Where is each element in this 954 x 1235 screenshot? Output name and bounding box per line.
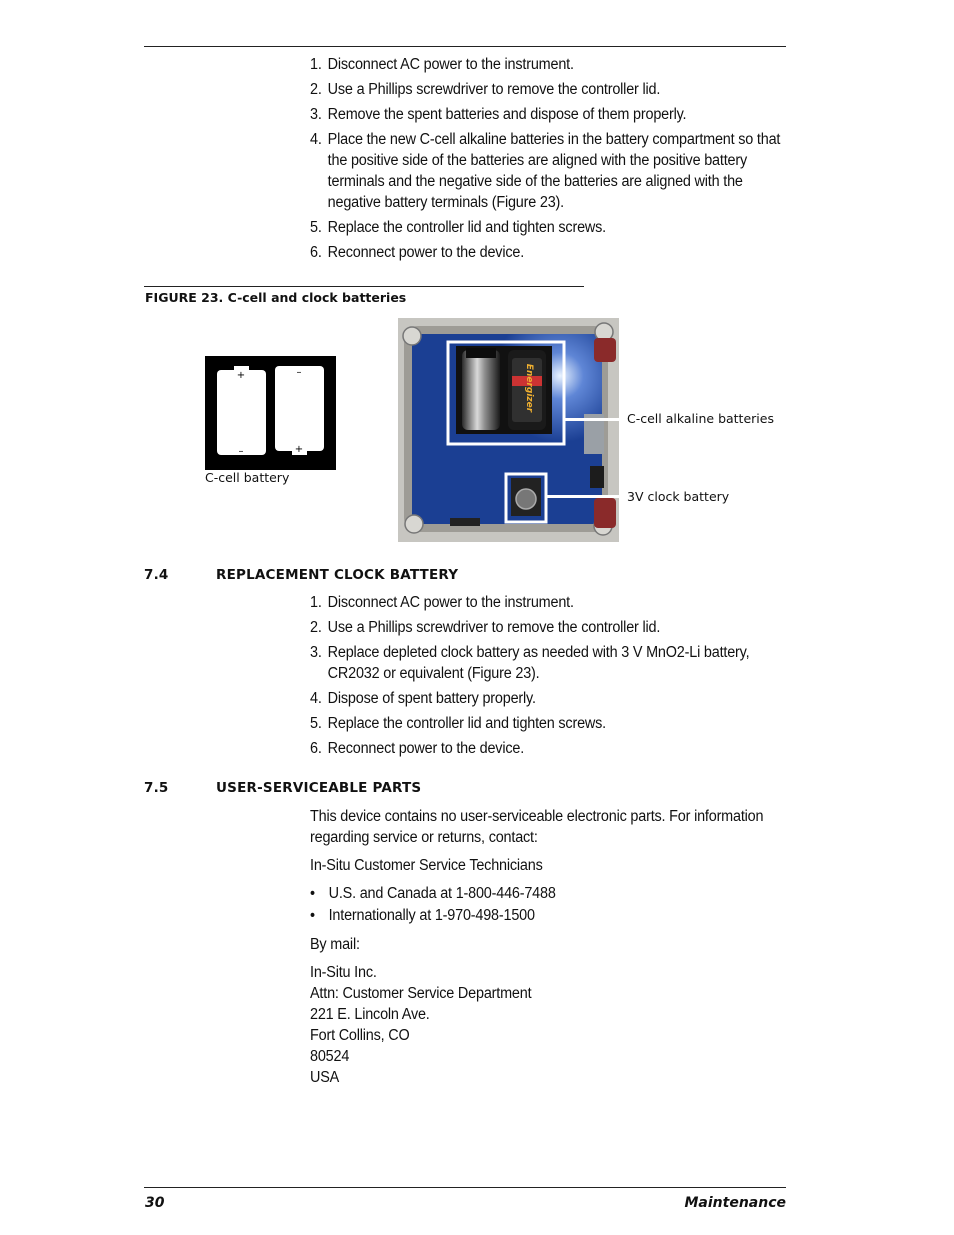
figure-caption: FIGURE 23. C-cell and clock batteries bbox=[145, 290, 407, 305]
address-line: Attn: Customer Service Department bbox=[310, 985, 532, 1002]
step-item bbox=[310, 688, 793, 709]
contact-bullet-item bbox=[310, 905, 794, 927]
clock-battery-label: 3V clock battery bbox=[627, 489, 730, 504]
contact-bullet-text: Internationally at 1-970-498-1500 bbox=[328, 907, 535, 924]
controller-photo-svg bbox=[398, 318, 619, 542]
ccell-battery-diagram bbox=[205, 356, 336, 470]
step-text: Reconnect power to the device. bbox=[327, 740, 525, 757]
figure-rule bbox=[144, 286, 584, 287]
step-text: Replace the controller lid and tighten screws. bbox=[327, 715, 606, 732]
step-text: Disconnect AC power to the instrument. bbox=[327, 56, 574, 73]
step-number: 6. bbox=[310, 740, 322, 757]
minus-sign-right: – bbox=[296, 367, 302, 378]
step-text: Use a Phillips screwdriver to remove the controller lid. bbox=[327, 81, 661, 98]
step-item bbox=[310, 617, 793, 638]
by-mail-label: By mail: bbox=[310, 936, 360, 953]
step-text: Reconnect power to the device. bbox=[327, 244, 525, 261]
contact-bullet-text: U.S. and Canada at 1-800-446-7488 bbox=[328, 885, 556, 902]
bullet-marker: • bbox=[310, 885, 315, 902]
step-text: Use a Phillips screwdriver to remove the controller lid. bbox=[327, 619, 661, 636]
step-item bbox=[310, 713, 793, 734]
step-text: Replace depleted clock battery as needed with 3 V MnO2-Li battery, CR2032 or equivalent (Figure 23). bbox=[327, 644, 750, 682]
page-number: 30 bbox=[145, 1195, 165, 1211]
ccell-battery-svg bbox=[205, 356, 336, 470]
step-item bbox=[310, 642, 793, 684]
step-text: Replace the controller lid and tighten screws. bbox=[327, 219, 606, 236]
footer-rule bbox=[144, 1187, 786, 1188]
bullet-marker: • bbox=[310, 907, 315, 924]
footer-section-name: Maintenance bbox=[684, 1195, 786, 1211]
step-item bbox=[310, 104, 793, 125]
step-number: 2. bbox=[310, 81, 322, 98]
plus-sign-right: + bbox=[294, 444, 304, 455]
step-number: 5. bbox=[310, 715, 322, 732]
contact-heading: In-Situ Customer Service Technicians bbox=[310, 857, 543, 874]
step-item bbox=[310, 738, 793, 759]
step-text: Place the new C-cell alkaline batteries in the battery compartment so that the positive side of the batteries are aligned with the positive battery terminals and the negative side of the batteries are aligned with the negative battery terminals (Figure 23). bbox=[327, 131, 781, 211]
plus-sign-left: + bbox=[236, 370, 246, 381]
header-rule bbox=[144, 46, 786, 47]
minus-sign-left: – bbox=[238, 446, 244, 457]
step-number: 1. bbox=[310, 56, 322, 73]
step-item bbox=[310, 54, 793, 75]
step-number: 6. bbox=[310, 244, 322, 261]
section-7-4-number: 7.4 bbox=[144, 567, 169, 583]
step-number: 4. bbox=[310, 131, 322, 148]
step-item bbox=[310, 217, 793, 238]
controller-photo bbox=[398, 318, 619, 542]
service-intro: This device contains no user-serviceable electronic parts. For information regarding service or returns, contact: bbox=[310, 808, 764, 846]
address-line: In-Situ Inc. bbox=[310, 964, 377, 981]
ccell-battery-label: C-cell battery bbox=[205, 470, 290, 485]
step-item bbox=[310, 592, 793, 613]
step-number: 2. bbox=[310, 619, 322, 636]
step-item bbox=[310, 79, 793, 100]
step-number: 4. bbox=[310, 690, 322, 707]
step-item bbox=[310, 129, 793, 213]
step-number: 3. bbox=[310, 644, 322, 661]
section-7-5-title: USER-SERVICEABLE PARTS bbox=[216, 780, 422, 796]
address-line: USA bbox=[310, 1069, 340, 1086]
step-text: Disconnect AC power to the instrument. bbox=[327, 594, 574, 611]
clock-steps-list bbox=[310, 592, 753, 759]
section-7-4-title: REPLACEMENT CLOCK BATTERY bbox=[216, 567, 459, 583]
clock-steps bbox=[310, 592, 753, 763]
section-7-5-number: 7.5 bbox=[144, 780, 169, 796]
user-serviceable-content bbox=[310, 806, 764, 1088]
ccell-steps-list bbox=[310, 54, 781, 263]
mailing-address bbox=[310, 962, 753, 1088]
step-number: 3. bbox=[310, 106, 322, 123]
contact-bullets bbox=[310, 883, 753, 927]
ccell-alkaline-label: C-cell alkaline batteries bbox=[627, 411, 774, 426]
step-item bbox=[310, 242, 793, 263]
energizer-brand: Energizer bbox=[524, 363, 534, 413]
address-line: 221 E. Lincoln Ave. bbox=[310, 1006, 430, 1023]
ccell-pointer-line bbox=[564, 418, 624, 421]
step-number: 5. bbox=[310, 219, 322, 236]
address-line: Fort Collins, CO bbox=[310, 1027, 410, 1044]
step-text: Dispose of spent battery properly. bbox=[327, 690, 536, 707]
ccell-steps bbox=[310, 54, 781, 267]
step-number: 1. bbox=[310, 594, 322, 611]
contact-bullet-item bbox=[310, 883, 794, 905]
step-text: Remove the spent batteries and dispose of them properly. bbox=[327, 106, 687, 123]
address-line: 80524 bbox=[310, 1048, 350, 1065]
clock-pointer-line bbox=[546, 495, 624, 498]
